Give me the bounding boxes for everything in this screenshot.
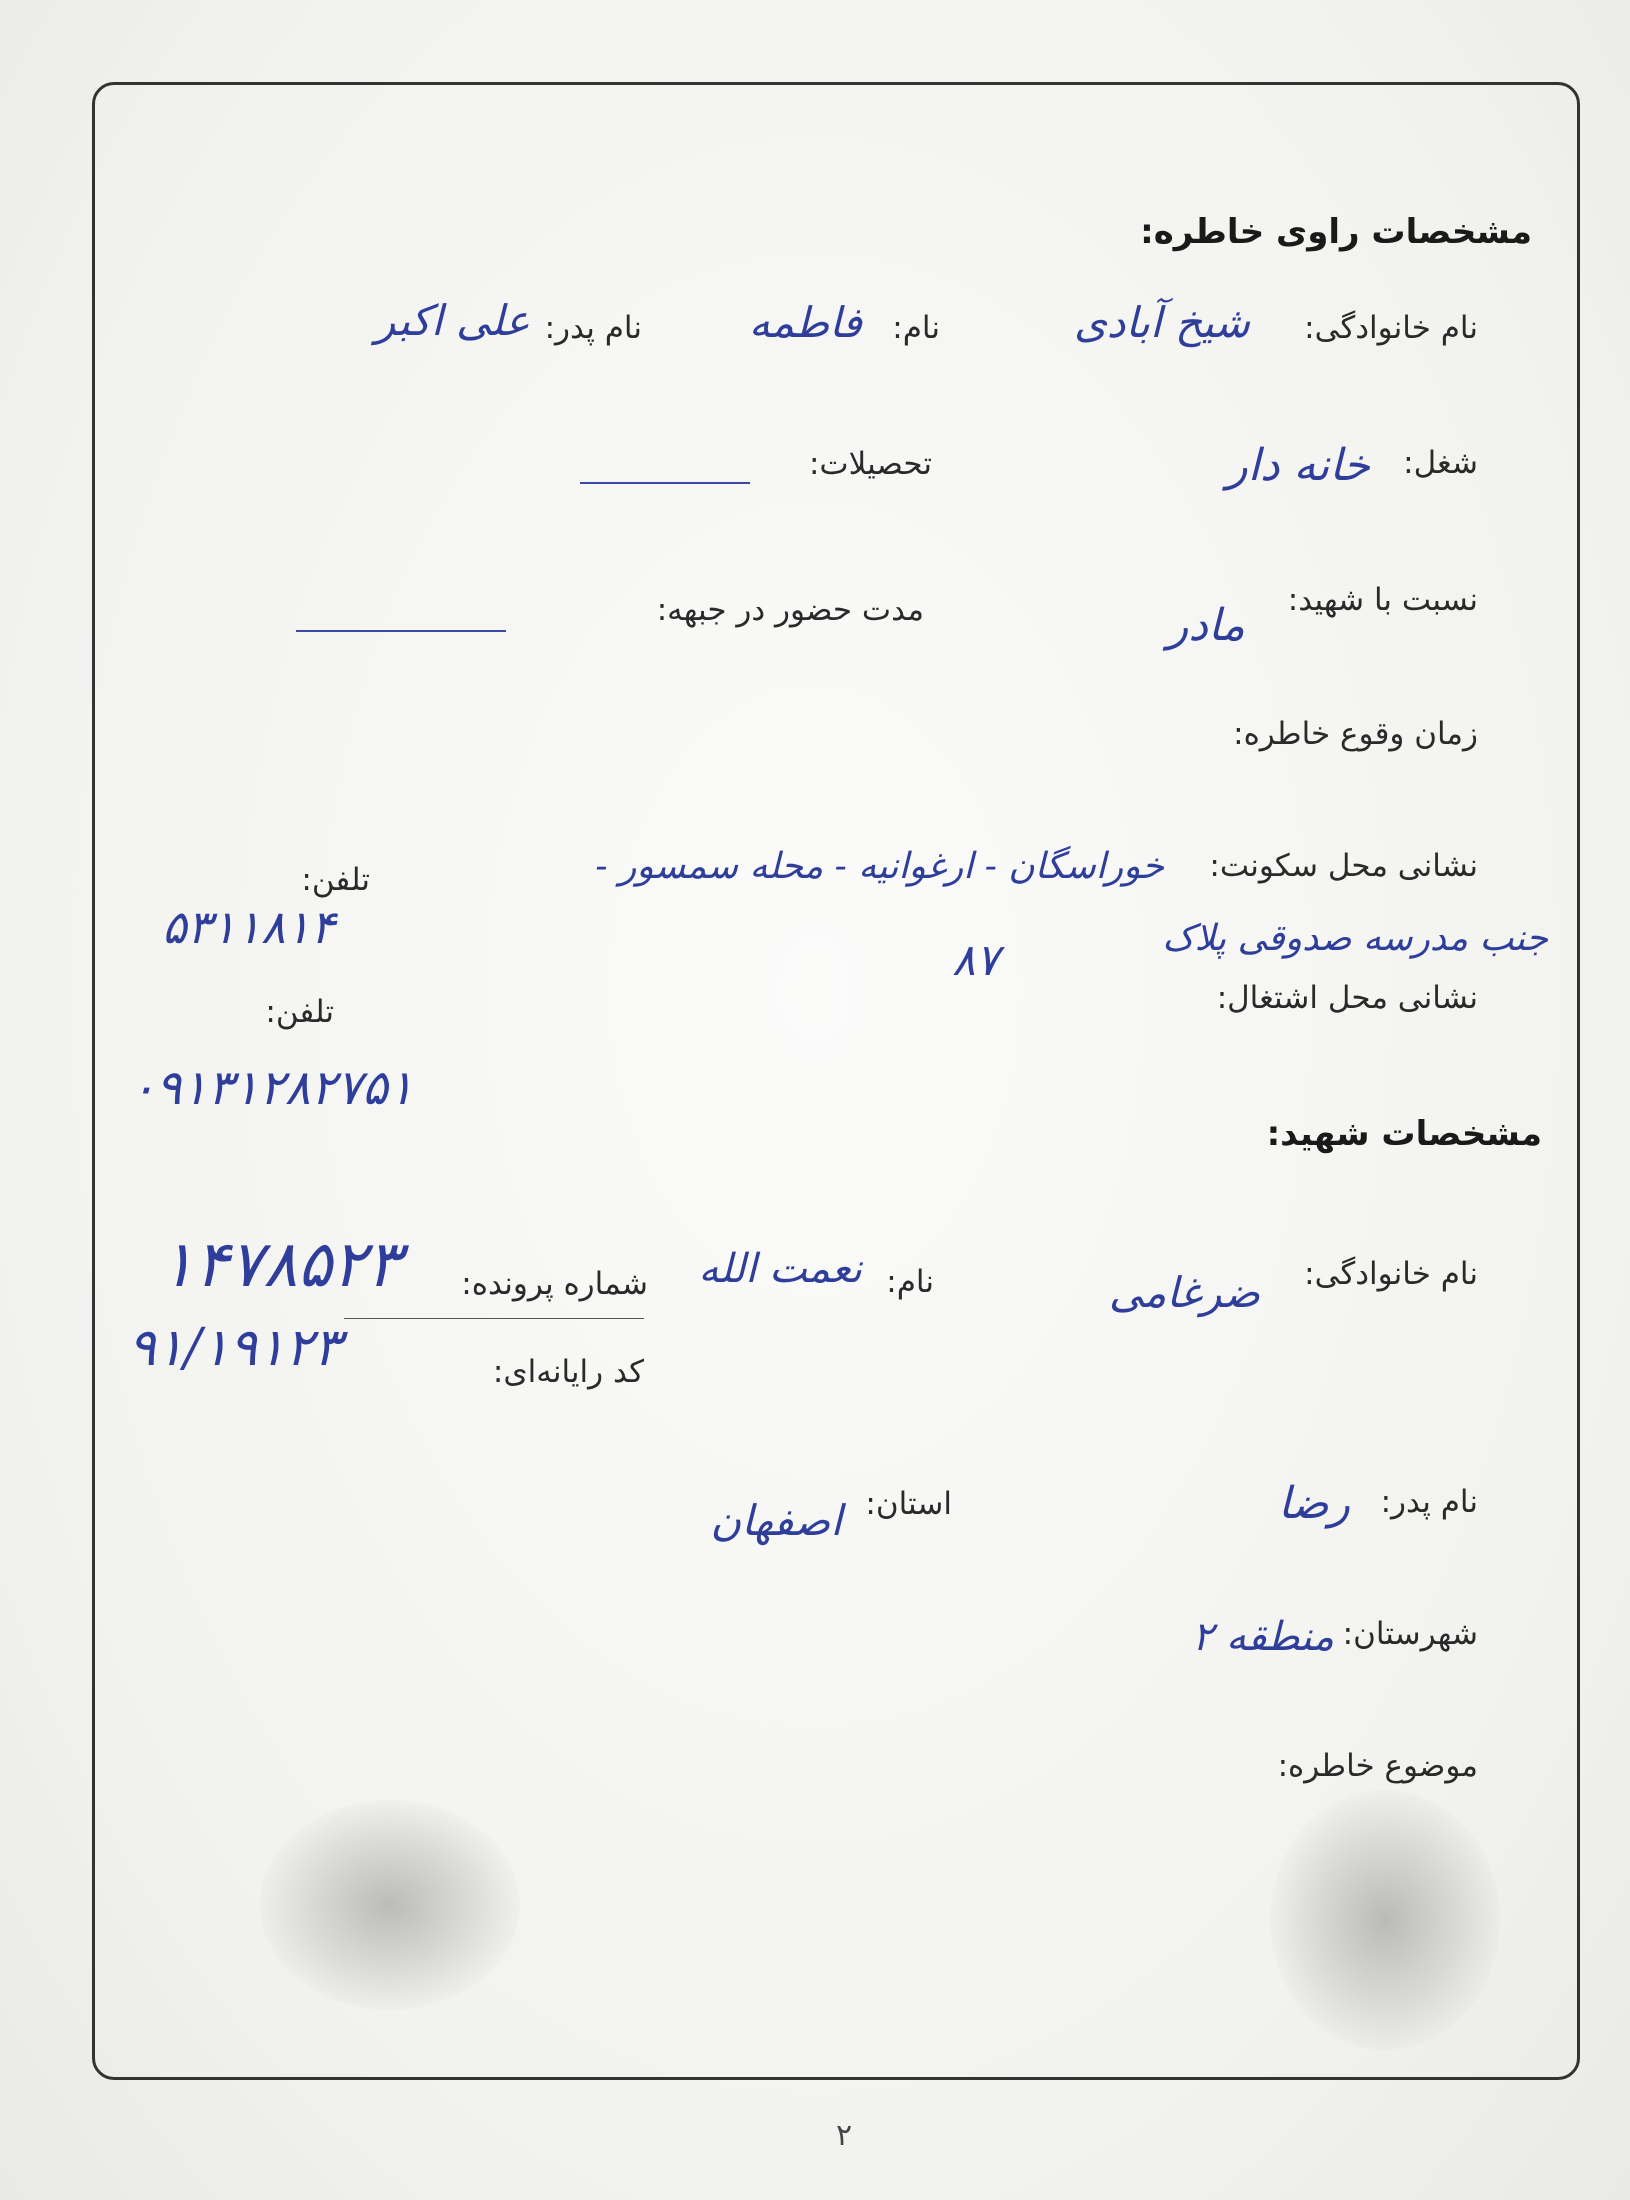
narrator-home-phone-label: تلفن: bbox=[301, 862, 370, 898]
martyr-file-number-label: شماره پرونده: bbox=[461, 1266, 648, 1302]
narrator-first-name-value: فاطمه bbox=[748, 298, 862, 347]
narrator-family-name-value: شیخ آبادی bbox=[1073, 298, 1250, 347]
martyr-province-value: اصفهان bbox=[710, 1496, 842, 1545]
narrator-father-name-value: علی اکبر bbox=[375, 296, 530, 345]
martyr-county-label: شهرستان: bbox=[1342, 1616, 1478, 1652]
narrator-occupation-label: شغل: bbox=[1403, 445, 1478, 481]
martyr-memory-topic-label: موضوع خاطره: bbox=[1277, 1748, 1478, 1784]
narrator-relation-value: مادر bbox=[1167, 600, 1245, 651]
narrator-home-address-plate: ۸۷ bbox=[952, 935, 1000, 986]
narrator-front-duration-label: مدت حضور در جبهه: bbox=[656, 592, 924, 628]
narrator-education-label: تحصیلات: bbox=[808, 446, 932, 482]
narrator-home-address-label: نشانی محل سکونت: bbox=[1209, 848, 1478, 884]
narrator-family-name-label: نام خانوادگی: bbox=[1304, 310, 1478, 346]
narrator-home-address-line2: جنب مدرسه صدوقی پلاک bbox=[1162, 918, 1548, 959]
martyr-computer-code-label: کد رایانه‌ای: bbox=[492, 1354, 644, 1390]
narrator-first-name-label: نام: bbox=[892, 310, 940, 346]
narrator-father-name-label: نام پدر: bbox=[544, 310, 642, 346]
narrator-work-address-label: نشانی محل اشتغال: bbox=[1216, 980, 1478, 1016]
martyr-file-number-underline bbox=[344, 1318, 644, 1319]
martyr-first-name-label: نام: bbox=[886, 1264, 934, 1300]
narrator-relation-label: نسبت با شهید: bbox=[1287, 582, 1478, 618]
narrator-occupation-value: خانه دار bbox=[1226, 440, 1370, 491]
narrator-home-address-line1: خوراسگان - ارغوانیه - محله سمسور - bbox=[595, 846, 1164, 887]
narrator-work-phone-label: تلفن: bbox=[265, 994, 334, 1030]
narrator-memory-time-label: زمان وقوع خاطره: bbox=[1233, 716, 1478, 752]
martyr-file-number-value: ۱۴۷۸۵۲۳ bbox=[160, 1228, 401, 1302]
martyr-province-label: استان: bbox=[865, 1486, 952, 1522]
narrator-front-duration-blank bbox=[296, 630, 506, 632]
martyr-computer-code-value: ۹۱/۱۹۱۲۳ bbox=[128, 1318, 342, 1378]
narrator-home-phone-value: ۵۳۱۱۸۱۴ bbox=[162, 900, 335, 954]
narrator-heading: مشخصات راوی خاطره: bbox=[1140, 212, 1532, 252]
martyr-father-name-value: رضا bbox=[1277, 1478, 1350, 1529]
martyr-county-value: منطقه ۲ bbox=[1191, 1614, 1334, 1660]
martyr-family-name-label: نام خانوادگی: bbox=[1304, 1256, 1478, 1292]
martyr-first-name-value: نعمت الله bbox=[698, 1246, 862, 1292]
narrator-work-phone-value: ۰۹۱۳۱۲۸۲۷۵۱ bbox=[130, 1060, 414, 1116]
narrator-education-blank bbox=[580, 482, 750, 484]
martyr-family-name-value: ضرغامی bbox=[1108, 1268, 1260, 1317]
page-number: ۲ bbox=[836, 2118, 853, 2153]
martyr-father-name-label: نام پدر: bbox=[1380, 1484, 1478, 1520]
martyr-heading: مشخصات شهید: bbox=[1266, 1114, 1542, 1154]
